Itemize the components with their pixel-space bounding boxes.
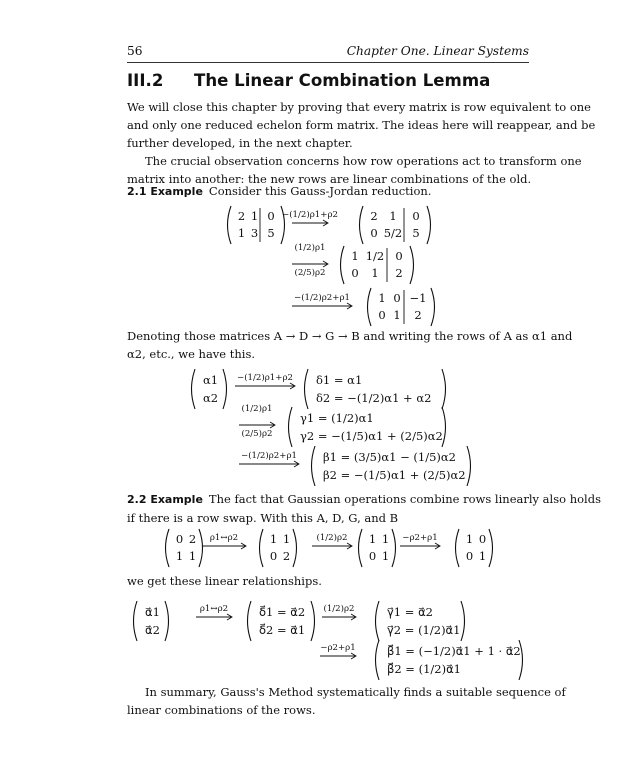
delta-vec-2-row: δ⃗1 = α⃗2: [259, 605, 306, 619]
alpha-vec-2-paren: [134, 601, 138, 641]
ex2-matrix-D-paren: [293, 529, 297, 567]
delta-system-row: δ2 = −(1/2)α1 + α2: [316, 391, 432, 405]
ex2-matrix-G-entry: 0: [368, 549, 377, 563]
example-label: 2.1 Example: [127, 185, 203, 198]
intro-line: The crucial observation concerns how row operations act to transform one: [145, 154, 582, 168]
beta-vec-2-paren: [376, 640, 380, 680]
ex2-matrix-G-paren: [359, 529, 363, 567]
ex2-matrix-D-paren: [260, 529, 264, 567]
matrix-A-entry: 0: [267, 209, 275, 223]
matrix-G-paren: [410, 246, 414, 284]
rel1-op-1-label: −(1/2)ρ1+ρ2: [237, 373, 293, 383]
ex2-matrix-G-entry: 1: [381, 532, 390, 546]
ex2-matrix-A-entry: 0: [175, 532, 184, 546]
gamma-vec-2-paren: [376, 601, 380, 641]
intro-line: We will close this chapter by proving that every matrix is row equivalent to one: [127, 100, 591, 114]
intro-line: further developed, in the next chapter.: [127, 136, 353, 150]
delta-system-row: δ1 = α1: [316, 373, 363, 387]
matrix-G-entry: 2: [395, 266, 403, 280]
rel1-op-2-label: (1/2)ρ1: [241, 404, 273, 414]
matrix-D-paren: [427, 206, 431, 244]
alpha-vector-paren: [192, 369, 196, 409]
delta-vec-2-paren: [311, 601, 315, 641]
beta-vec-2-row: β⃗1 = (−1/2)α⃗1 + 1 · α⃗2: [387, 644, 521, 658]
chapter-title: Chapter One. Linear Systems: [346, 44, 529, 58]
beta-system-paren: [467, 446, 471, 486]
ex2-op-1-label: ρ1↔ρ2: [209, 533, 239, 543]
section-title: The Linear Combination Lemma: [194, 71, 491, 90]
ex2-matrix-B-paren: [489, 529, 493, 567]
denoting-line: Denoting those matrices A → D → G → B and writing the rows of A as α1 and: [127, 329, 573, 343]
ex2-matrix-A-entry: 2: [188, 532, 197, 546]
matrix-B-entry: 0: [393, 291, 401, 305]
denoting-line: α2, etc., we have this.: [127, 347, 256, 361]
op-2-label: (2/5)ρ2: [294, 268, 326, 278]
matrix-A-entry: 2: [237, 209, 246, 223]
matrix-G-entry: 0: [351, 266, 359, 280]
beta-system-row: β2 = −(1/5)α1 + (2/5)α2: [323, 468, 466, 482]
ex2-matrix-D-entry: 1: [269, 532, 278, 546]
alpha-vec-2-row: α⃗1: [145, 605, 160, 619]
alpha-vector-paren: [223, 369, 227, 409]
ex2-matrix-D-entry: 0: [269, 549, 278, 563]
rel1-op-3-label: −(1/2)ρ2+ρ1: [241, 451, 297, 461]
gamma-vec-2-row: γ⃗2 = (1/2)α⃗1: [387, 623, 461, 637]
example-text: The fact that Gaussian operations combine rows linearly also holds: [208, 492, 601, 506]
relationships-line: we get these linear relationships.: [127, 574, 322, 588]
ex2-matrix-D-entry: 2: [282, 549, 291, 563]
ex2-op-2-label: (1/2)ρ2: [316, 533, 348, 543]
ex2-matrix-B-paren: [456, 529, 460, 567]
matrix-B-entry: 0: [378, 308, 386, 322]
summary-line: In summary, Gauss's Method systematically finds a suitable sequence of: [145, 685, 566, 699]
intro-line: matrix into another: the new rows are linear combinations of the old.: [127, 172, 532, 186]
section-number: III.2: [127, 71, 164, 90]
summary-line: linear combinations of the rows.: [127, 703, 316, 717]
ex2-matrix-A-paren: [166, 529, 170, 567]
matrix-A-paren: [228, 206, 232, 244]
beta-system-paren: [312, 446, 316, 486]
ex2-matrix-B-entry: 1: [465, 532, 474, 546]
matrix-G-entry: 1/2: [365, 249, 385, 263]
ex2-matrix-G-entry: 1: [368, 532, 377, 546]
matrix-B-entry: 1: [378, 291, 386, 305]
ex2-matrix-A-paren: [199, 529, 203, 567]
gamma-vec-2-row: γ⃗1 = α⃗2: [387, 605, 433, 619]
matrix-G-paren: [341, 246, 345, 284]
delta-vec-2-paren: [248, 601, 252, 641]
ex2-matrix-B-entry: 0: [478, 532, 487, 546]
gamma-vec-2-paren: [461, 601, 465, 641]
ex2-matrix-G-entry: 1: [381, 549, 390, 563]
delta-vec-2-row: δ⃗2 = α⃗1: [259, 623, 306, 637]
op-1-label: −(1/2)ρ1+ρ2: [282, 210, 338, 220]
ex2-matrix-G-paren: [392, 529, 396, 567]
example-label: 2.2 Example: [127, 493, 203, 506]
rel2-op-1-label: ρ1↔ρ2: [199, 604, 229, 614]
beta-vec-2-row: β⃗2 = (1/2)α⃗1: [387, 662, 461, 676]
gamma-system-row: γ2 = −(1/5)α1 + (2/5)α2: [300, 429, 443, 443]
gamma-system-paren: [289, 407, 293, 447]
matrix-G-entry: 0: [395, 249, 403, 263]
alpha-vec-2-paren: [165, 601, 169, 641]
delta-system-paren: [305, 369, 309, 409]
op-3-label: −(1/2)ρ2+ρ1: [294, 293, 350, 303]
matrix-D-entry: 2: [370, 209, 378, 223]
delta-system-paren: [442, 369, 446, 409]
op-2-label: (1/2)ρ1: [294, 243, 326, 253]
example-text: if there is a row swap. With this A, D, G, and B: [127, 511, 399, 525]
matrix-G-entry: 1: [371, 266, 379, 280]
matrix-A-entry: 5: [267, 226, 275, 240]
matrix-B-paren: [431, 288, 435, 326]
ex2-matrix-A-entry: 1: [175, 549, 184, 563]
matrix-B-entry: −1: [409, 291, 427, 305]
intro-line: and only one reduced echelon form matrix. The ideas here will reappear, and be: [127, 118, 596, 132]
matrix-D-entry: 5: [412, 226, 420, 240]
rel2-op-2-label: (1/2)ρ2: [323, 604, 355, 614]
matrix-D-entry: 0: [370, 226, 378, 240]
matrix-A-entry: 1: [250, 209, 259, 223]
example-text: Consider this Gauss-Jordan reduction.: [208, 184, 432, 198]
gamma-system-row: γ1 = (1/2)α1: [300, 411, 374, 425]
alpha-vector-row: α2: [203, 391, 219, 405]
ex2-matrix-B-entry: 0: [465, 549, 474, 563]
rel1-op-2-label: (2/5)ρ2: [241, 429, 273, 439]
matrix-D-paren: [360, 206, 364, 244]
matrix-A-entry: 3: [250, 226, 259, 240]
beta-system-row: β1 = (3/5)α1 − (1/5)α2: [323, 450, 456, 464]
matrix-B-entry: 1: [393, 308, 401, 322]
matrix-B-paren: [368, 288, 372, 326]
alpha-vec-2-row: α⃗2: [145, 623, 160, 637]
ex2-matrix-D-entry: 1: [282, 532, 291, 546]
page-number: 56: [127, 44, 143, 58]
ex2-matrix-A-entry: 1: [188, 549, 197, 563]
matrix-D-entry: 1: [389, 209, 397, 223]
matrix-A-entry: 1: [237, 226, 246, 240]
ex2-op-3-label: −ρ2+ρ1: [402, 533, 438, 543]
matrix-D-entry: 0: [412, 209, 420, 223]
matrix-G-entry: 1: [351, 249, 359, 263]
rel2-op-3-label: −ρ2+ρ1: [320, 643, 356, 653]
matrix-B-entry: 2: [414, 308, 422, 322]
ex2-matrix-B-entry: 1: [478, 549, 487, 563]
matrix-D-entry: 5/2: [383, 226, 403, 240]
alpha-vector-row: α1: [203, 373, 219, 387]
